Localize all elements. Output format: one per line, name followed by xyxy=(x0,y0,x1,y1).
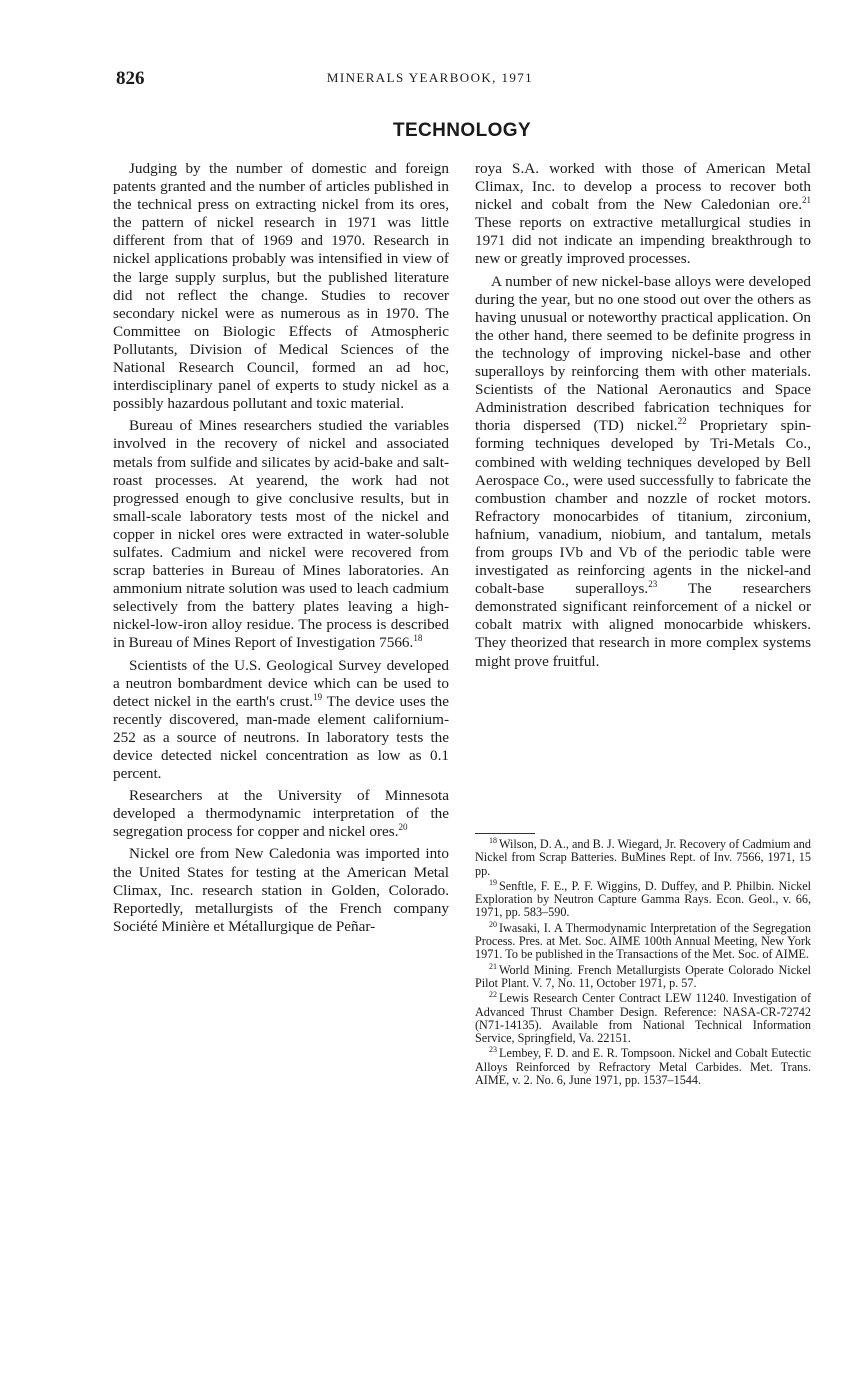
footnote-ref: 22 xyxy=(677,416,687,427)
paragraph: Scientists of the U.S. Geological Survey developed a neutron bombardment device which can be used to detect nickel in the earth's crust.$^{19}$ The device uses the recently discovered, man-made element californium-252 as a source of neutrons. In laboratory tests the device detected nickel concentration as low as 0.1 percent. xyxy=(113,656,449,783)
paragraph: Nickel ore from New Caledonia was imported into the United States for testing at the American Metal Climax, Inc. research station in Golden, Colorado. Reportedly, metallurgists of the French company Société Minière et Métallurgique de Peñar- xyxy=(113,845,449,935)
footnote-ref: 19 xyxy=(313,691,323,702)
section-title: TECHNOLOGY xyxy=(392,120,532,141)
footnotes xyxy=(475,835,811,1089)
left-column xyxy=(113,160,449,940)
footnote: $^{22}$ Lewis Research Center Contract LEW 11240. Investigation of Advanced Thrust Chamber Design. Reference: NASA-CR-72742 (N71-14135). Available from National Technical Information Service, Springfield, Va. 22151. xyxy=(475,990,811,1046)
paragraph: Bureau of Mines researchers studied the variables involved in the recovery of nickel and associated metals from sulfide and silicates by acid-bake and salt-roast processes. At yearend, the work had not progressed enough to give conclusive results, but in small-scale laboratory tests most of the nickel and copper in nickel ores were extracted in water-soluble sulfates. Cadmium and nickel were recovered from scrap batteries in Bureau of Mines laboratories. An ammonium nitrate solution was used to leach cadmium selectively from the battery plates leaving a high-nickel-low-iron alloy residue. The process is described in Bureau of Mines Report of Investigation 7566.18 xyxy=(113,417,449,652)
footnote: $^{19}$ Senftle, F. E., P. F. Wiggins, D. Duffey, and P. Philbin. Nickel Exploration by Neutron Capture Gamma Rays. Econ. Geol., v. 66, 1971, pp. 583–590. xyxy=(475,877,811,920)
footnote-ref: 21 xyxy=(802,195,811,206)
paragraph: Researchers at the University of Minnesota developed a thermodynamic interpretation of the segregation process for copper and nickel ores.$^{20}$ xyxy=(113,787,449,841)
footnote: $^{20}$ Iwasaki, I. A Thermodynamic Interpretation of the Segregation Process. Pres. at Met. Soc. AIME 100th Annual Meeting, New York 1971. To be published in the Transactions of the Met. Soc. of AIME. xyxy=(475,919,811,962)
running-header: MINERALS YEARBOOK, 1971 xyxy=(326,70,534,85)
paragraph: Judging by the number of domestic and foreign patents granted and the number of articles published in the technical press on extracting nickel from its ores, the pattern of nickel research in 1971 was little different from that of 1969 and 1970. Research in nickel applications probably was intensified in view of the large supply surplus, but the published literature did not reflect the change. Studies to recover secondary nickel were as numerous as in 1970. The Committee on Biologic Effects of Atmospheric Pollutants, Division of Medical Sciences of the National Research Council, formed an ad hoc, interdisciplinary panel of experts to study nickel as a possibly hazardous pollutant and toxic material. xyxy=(113,160,449,413)
footnote: $^{21}$ World Mining. French Metallurgists Operate Colorado Nickel Pilot Plant. V. 7, No. 11, October 1971, p. 57. xyxy=(475,961,811,990)
right-column xyxy=(475,160,811,675)
footnote-ref: 23 xyxy=(648,579,658,590)
footnote: $^{18}$ Wilson, D. A., and B. J. Wiegard, Jr. Recovery of Cadmium and Nickel from Scrap Batteries. BuMines Rept. of Inv. 7566, 1971, 15 pp. xyxy=(475,835,811,878)
footnote-ref: 18 xyxy=(413,633,423,644)
paragraph: roya S.A. worked with those of American Metal Climax, Inc. to develop a process to recover both nickel and cobalt from the New Caledonian ore.$^{21}$ These reports on extractive metallurgical studies in 1971 did not indicate an impending breakthrough to new or greatly improved processes. xyxy=(475,160,811,268)
footnote-ref: 20 xyxy=(398,822,408,833)
footnote: $^{23}$ Lembey, F. D. and E. R. Tompsoon. Nickel and Cobalt Eutectic Alloys Reinforced by Refractory Metal Carbides. Met. Trans. AIME, v. 2. No. 6, June 1971, pp. 1537–1544. xyxy=(475,1045,811,1088)
footnote-divider xyxy=(475,833,535,834)
paragraph: A number of new nickel-base alloys were developed during the year, but no one stood out over the others as having unusual or noteworthy practical application. On the other hand, there seemed to be definite progress in the technology of improving nickel-base and other superalloys by reinforcing them with other materials. Scientists of the National Aeronautics and Space Administration described fabrication techniques for thoria dispersed (TD) nickel.$^{22}$ Proprietary spin-forming techniques developed by Tri-Metals Co., combined with welding techniques developed by Bell Aerospace Co., were used successfully to fabricate the combustion chamber and nozzle of rocket motors. Refractory monocarbides of titanium, zirconium, hafnium, vanadium, niobium, and tantalum, metals from groups IVb and Vb of the periodic table were investigated as reinforcing agents in the nickel-and cobalt-base superalloys.$^{23}$ The researchers demonstrated significant reinforcement of a nickel or cobalt matrix with aligned monocarbide whiskers. They theorized that research in more complex systems might prove fruitful. xyxy=(475,272,811,670)
page-number: 826 xyxy=(116,68,145,89)
